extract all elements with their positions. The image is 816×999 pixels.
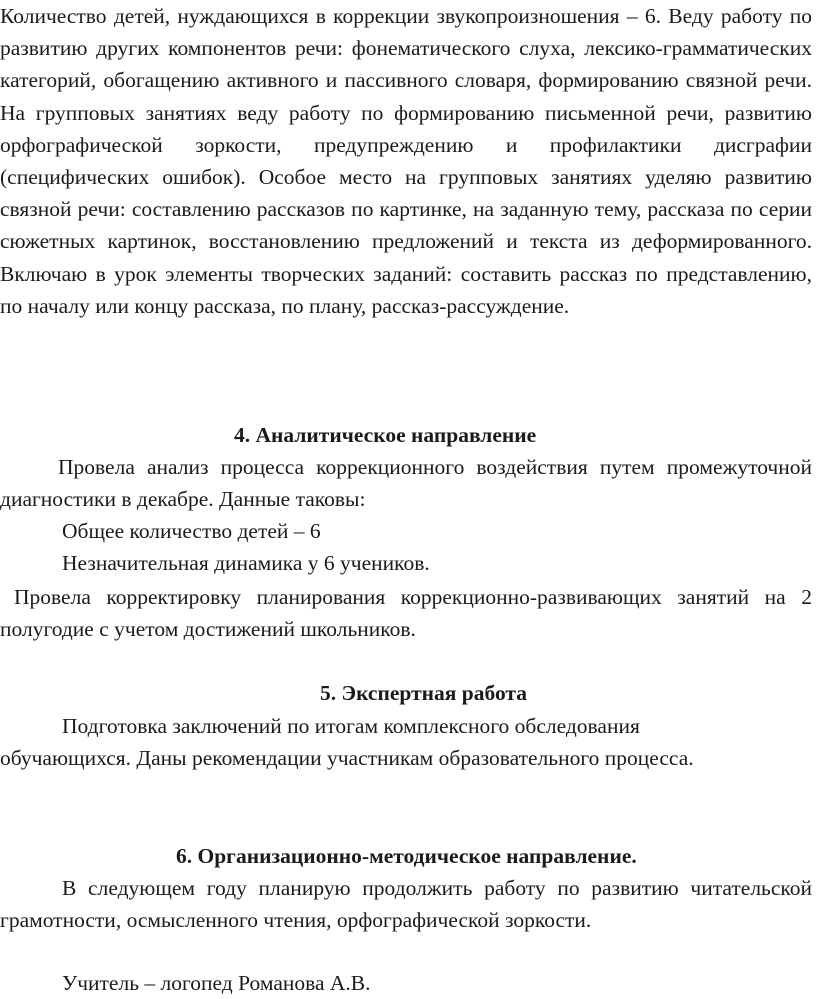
dynamics-line: Незначительная динамика у 6 учеников. <box>62 551 430 575</box>
section-5-line-2: обучающихся. Даны рекомендации участникам образовательного процесса. <box>0 746 694 770</box>
total-children-line: Общее количество детей – 6 <box>62 519 321 543</box>
section-6-paragraph: В следующем году планирую продолжить работу по развитию читательской грамотности, осмысленного чтения, орфографической зоркости. <box>0 876 812 933</box>
intro-paragraph: Количество детей, нуждающихся в коррекции звукопроизношения – 6. Веду работу по развитию других компонентов речи: фонематического слуха, лексико-грамматических категорий, обогащению активного и пассивного словаря, формированию связной речи. На групповых занятиях веду работу по формированию письменной речи, развитию орфографической зоркости, предупреждению и профилактики дисграфии (специфических ошибок). Особое место на групповых занятиях уделяю развитию связной речи: составлению рассказов по картинке, на заданную тему, рассказа по серии сюжетных картинок, восстановлению предложений и текста из деформированного. Включаю в урок элементы творческих заданий: составить рассказ по представлению, по началу или концу рассказа, по плану, рассказ-рассуждение. <box>0 4 812 318</box>
section-5-line-1: Подготовка заключений по итогам комплексного обследования <box>62 714 640 738</box>
section-5-heading: 5. Экспертная работа <box>320 681 528 705</box>
section-4-paragraph: Провела анализ процесса коррекционного воздействия путем промежуточной диагностики в декабре. Данные таковы: <box>0 455 812 512</box>
section-4-paragraph-2: Провела корректировку планирования коррекционно-развивающих занятий на 2 полугодие с учетом достижений школьников. <box>0 585 812 642</box>
section-4-heading: 4. Аналитическое направление <box>234 423 537 447</box>
section-6-heading: 6. Организационно-методическое направление. <box>176 844 637 868</box>
signature-line: Учитель – логопед Романова А.В. <box>62 971 371 995</box>
